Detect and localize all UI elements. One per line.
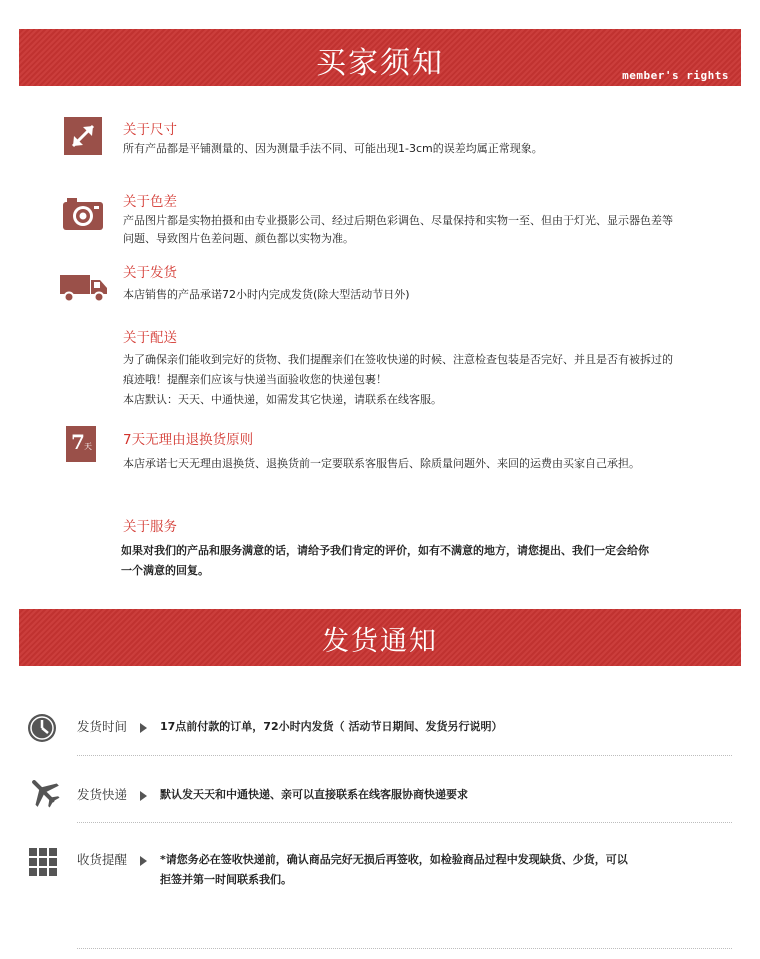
arrow-right-icon xyxy=(140,856,147,866)
shipping-banner xyxy=(19,609,741,666)
section-delivery xyxy=(123,264,733,305)
row-label: 收货提醒 xyxy=(77,852,128,867)
truck-icon xyxy=(60,273,108,303)
ruler-icon xyxy=(64,117,102,155)
section-text: 痕迹哦！提醒亲们应该与快递当面验收您的快递包裹！ xyxy=(123,373,387,386)
section-heading: 关于配送 xyxy=(123,330,177,346)
section-size xyxy=(123,121,733,159)
divider xyxy=(77,755,732,756)
section-shipping xyxy=(123,329,733,410)
arrow-right-icon xyxy=(140,723,147,733)
calendar-day: 天 xyxy=(84,442,92,451)
shipping-courier-row xyxy=(27,785,732,815)
section-text: 本店默认：天天、中通快递，如需发其它快递，请联系在线客服。 xyxy=(123,393,442,406)
section-text: 本店承诺七天无理由退换货、退换货前一定要联系客服售后、除质量问题外、来回的运费由买家自己承担。 xyxy=(123,457,640,470)
calendar-7-icon xyxy=(66,426,96,462)
divider xyxy=(77,822,732,823)
grid-icon xyxy=(29,848,57,876)
section-heading: 7天无理由退换货原则 xyxy=(123,432,254,448)
shipping-time-row xyxy=(27,717,732,747)
section-text: 产品图片都是实物拍摄和由专业摄影公司、经过后期色彩调色、尽量保持和实物一至、但由于灯光、显示器色差等 xyxy=(123,214,673,227)
section-text: 一个满意的回复。 xyxy=(121,564,209,577)
section-heading: 关于色差 xyxy=(123,194,177,210)
notice-subtitle: member's rights xyxy=(622,69,729,82)
row-value: 17点前付款的订单，72小时内发货（ 活动节日期间、发货另行说明） xyxy=(160,720,503,733)
row-value xyxy=(160,850,720,890)
section-text: 所有产品都是平铺测量的、因为测量手法不同、可能出现1-3cm的误差均属正常现象。 xyxy=(123,142,543,155)
section-text: 本店销售的产品承诺72小时内完成发货(除大型活动节日外) xyxy=(123,288,410,301)
section-return xyxy=(123,431,733,474)
section-color xyxy=(123,193,733,249)
row-value: 默认发天天和中通快递、亲可以直接联系在线客服协商快递要求 xyxy=(160,788,468,801)
section-text: 问题、导致图片色差问题、颜色都以实物为准。 xyxy=(123,232,354,245)
clock-icon xyxy=(27,713,57,743)
row-label: 发货时间 xyxy=(77,719,128,734)
airplane-icon xyxy=(27,775,61,809)
divider xyxy=(77,948,732,949)
camera-icon xyxy=(63,196,103,230)
section-service xyxy=(123,518,733,581)
row-value-line: 拒签并第一时间联系我们。 xyxy=(160,873,292,886)
shipping-title: 发货通知 xyxy=(322,626,438,657)
section-heading: 关于尺寸 xyxy=(123,122,177,138)
row-value-line: *请您务必在签收快递前，确认商品完好无损后再签收，如检验商品过程中发现缺货、少货，可以 xyxy=(160,853,628,866)
section-heading: 关于发货 xyxy=(123,265,177,281)
section-heading: 关于服务 xyxy=(123,519,177,535)
notice-title: 买家须知 xyxy=(316,46,444,81)
section-text: 如果对我们的产品和服务满意的话，请给予我们肯定的评价，如有不满意的地方，请您提出、我们一定会给你 xyxy=(121,544,649,557)
arrow-right-icon xyxy=(140,791,147,801)
row-label: 发货快递 xyxy=(77,787,128,802)
notice-banner xyxy=(19,29,741,86)
section-text: 为了确保亲们能收到完好的货物、我们提醒亲们在签收快递的时候、注意检查包装是否完好、并且是否有被拆过的 xyxy=(123,353,673,366)
calendar-number: 7 xyxy=(71,430,85,454)
shipping-reminder-row xyxy=(27,850,732,890)
